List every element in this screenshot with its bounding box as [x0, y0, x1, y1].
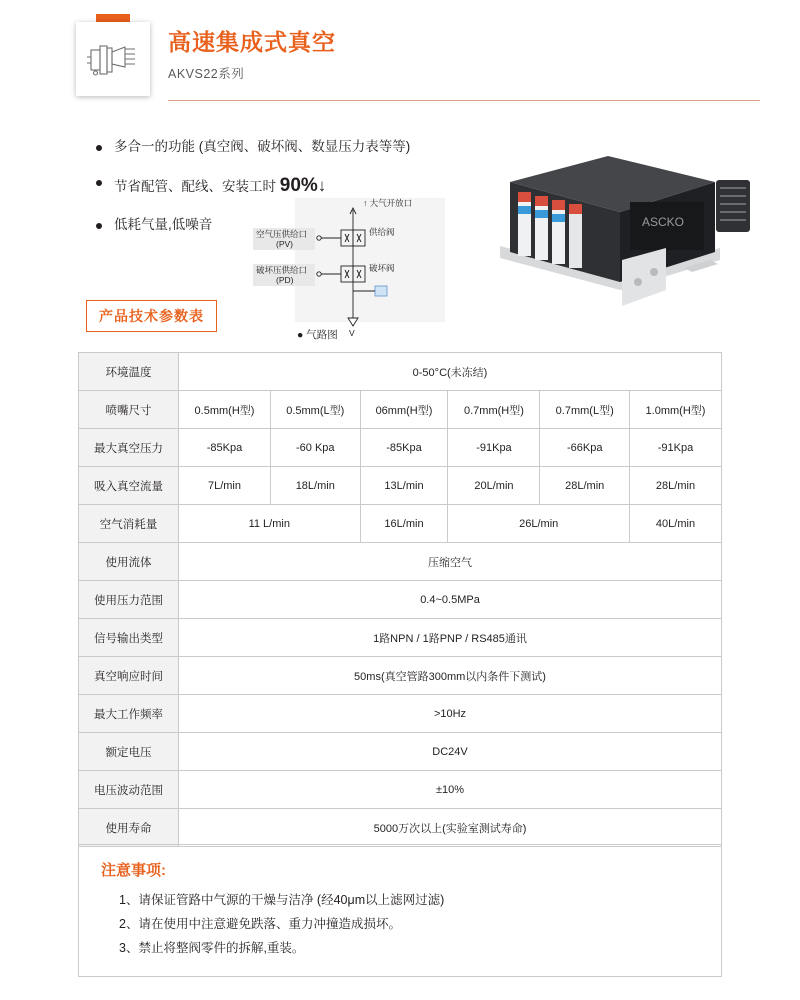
table-row [79, 733, 722, 771]
row-label: 使用压力范围 [79, 581, 179, 619]
label-break-valve: 破坏阀 [369, 263, 395, 273]
row-value: 0.4~0.5MPa [179, 581, 722, 619]
header-divider [168, 100, 760, 101]
row-label: 空气消耗量 [79, 505, 179, 543]
row-value: 1路NPN / 1路PNP / RS485通讯 [179, 619, 722, 657]
table-row [79, 429, 722, 467]
row-label: 电压波动范围 [79, 771, 179, 809]
table-row [79, 619, 722, 657]
row-label: 最大真空压力 [79, 429, 179, 467]
circuit-diagram-svg [235, 190, 460, 340]
label-pd-port: 破坏压供给口 [256, 265, 308, 275]
pneumatic-circuit-diagram [235, 190, 460, 340]
table-row [79, 809, 722, 847]
row-value: 28L/min [540, 467, 630, 505]
bullet-text: 低耗气量,低噪音 [114, 216, 213, 232]
down-arrow-icon: ↓ [317, 176, 327, 196]
row-value: 16L/min [360, 505, 448, 543]
row-value: -60 Kpa [270, 429, 360, 467]
label-v-port: V [349, 328, 355, 338]
row-value: -91Kpa [629, 429, 721, 467]
table-row [79, 391, 722, 429]
bullet-highlight-value: 90% [279, 175, 318, 197]
row-value: 28L/min [629, 467, 721, 505]
row-label: 额定电压 [79, 733, 179, 771]
row-value: 0.5mm(L型) [270, 391, 360, 429]
page-title: 高速集成式真空 [168, 29, 336, 55]
row-value: 压缩空气 [179, 543, 722, 581]
row-value: >10Hz [179, 695, 722, 733]
row-value: 13L/min [360, 467, 448, 505]
circuit-diagram-caption: ● 气路图 [297, 329, 338, 341]
row-label: 真空响应时间 [79, 657, 179, 695]
row-value: -85Kpa [360, 429, 448, 467]
row-label: 使用流体 [79, 543, 179, 581]
header-text-block [168, 30, 336, 82]
row-value: 7L/min [179, 467, 271, 505]
row-value: 0.5mm(H型) [179, 391, 271, 429]
row-value: 5000万次以上(实验室测试寿命) [179, 809, 722, 847]
label-atmosphere-port: ↑ 大气开放口 [363, 198, 413, 208]
row-value: 11 L/min [179, 505, 361, 543]
notes-item: 3、禁止将整阀零件的拆解,重装。 [119, 940, 305, 955]
row-value: 20L/min [448, 467, 540, 505]
row-value: -91Kpa [448, 429, 540, 467]
table-row [79, 657, 722, 695]
notes-title: 注意事项: [101, 862, 166, 879]
row-label: 最大工作频率 [79, 695, 179, 733]
page-header [0, 0, 800, 120]
product-photo-svg [470, 140, 770, 325]
row-value: 0-50°C(未冻结) [179, 353, 722, 391]
notes-panel [78, 844, 722, 977]
row-value: 26L/min [448, 505, 630, 543]
vacuum-module-icon [85, 37, 141, 81]
product-photo [470, 140, 770, 325]
label-supply-valve: 供给阀 [369, 227, 395, 237]
table-row [79, 505, 722, 543]
specification-table [78, 352, 722, 847]
notes-item: 1、请保证管路中气源的干燥与洁净 (经40μm以上滤网过滤) [119, 893, 445, 907]
row-label: 吸入真空流量 [79, 467, 179, 505]
list-item [96, 138, 456, 156]
row-value: 18L/min [270, 467, 360, 505]
product-icon-box [76, 22, 150, 96]
label-pd-code: (PD) [276, 275, 294, 285]
row-value: -85Kpa [179, 429, 271, 467]
table-row [79, 695, 722, 733]
row-label: 信号输出类型 [79, 619, 179, 657]
row-value: 40L/min [629, 505, 721, 543]
table-row [79, 467, 722, 505]
label-pv-code: (PV) [276, 239, 293, 249]
row-value: 0.7mm(L型) [540, 391, 630, 429]
row-value: DC24V [179, 733, 722, 771]
bullet-dot-icon [96, 145, 102, 151]
table-row [79, 581, 722, 619]
row-value: ±10% [179, 771, 722, 809]
section-tag-spec-table: 产品技术参数表 [86, 300, 217, 332]
bullet-dot-icon [96, 223, 102, 229]
notes-item: 2、请在使用中注意避免跌落、重力冲撞造成损坏。 [119, 916, 401, 931]
row-value: 50ms(真空管路300mm以内条件下测试) [179, 657, 722, 695]
row-label: 喷嘴尺寸 [79, 391, 179, 429]
bullet-dot-icon [96, 180, 102, 186]
row-value: 06mm(H型) [360, 391, 448, 429]
row-label: 使用寿命 [79, 809, 179, 847]
row-value: -66Kpa [540, 429, 630, 467]
row-label: 环境温度 [79, 353, 179, 391]
product-brand-label: ASCKO [642, 215, 685, 229]
row-value: 1.0mm(H型) [629, 391, 721, 429]
spec-table-body [79, 353, 722, 847]
label-pv-port: 空气压供给口 [256, 229, 308, 239]
page-subtitle: AKVS22系列 [168, 67, 245, 82]
table-row [79, 543, 722, 581]
bullet-text: 多合一的功能 (真空阀、破坏阀、数显压力表等等) [114, 139, 411, 154]
table-row [79, 771, 722, 809]
row-value: 0.7mm(H型) [448, 391, 540, 429]
bullet-text-prefix: 节省配管、配线、安装工时 [114, 179, 280, 195]
table-row [79, 353, 722, 391]
